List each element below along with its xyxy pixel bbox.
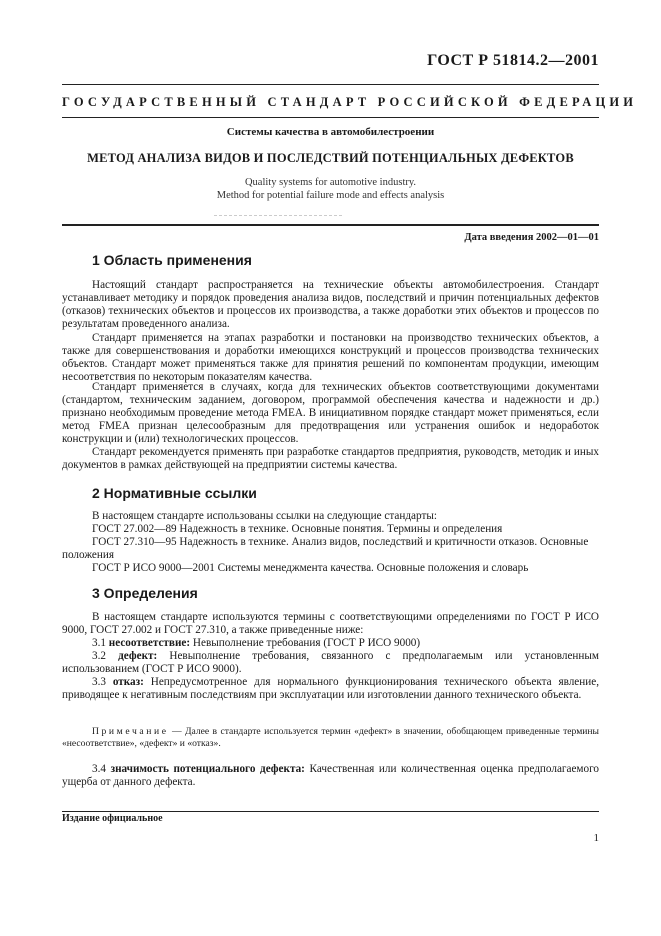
definition-text: Качественная или количественная оценка предполагаемого ущерба от данного дефекта. bbox=[62, 763, 600, 788]
definition-item bbox=[62, 763, 599, 789]
header-rule-2 bbox=[62, 117, 599, 118]
english-title-line-2: Method for potential failure mode and effects analysis bbox=[216, 190, 445, 201]
definition-number: 3.2 bbox=[92, 650, 106, 662]
reference-item: ГОСТ Р ИСО 9000—2001 Системы менеджмента качества. Основные положения и словарь bbox=[92, 562, 529, 574]
faint-divider bbox=[214, 215, 342, 216]
english-title-line-1: Quality systems for automotive industry. bbox=[244, 177, 417, 188]
definition-term: несоответствие: bbox=[108, 637, 191, 649]
state-standard-heading: ГОСУДАРСТВЕННЫЙ СТАНДАРТ РОССИЙСКОЙ ФЕДЕРАЦИИ bbox=[62, 95, 638, 109]
definition-text: Невыполнение требования, связанного с предполагаемым или установленным использованием (ГОСТ Р ИСО 9000). bbox=[62, 650, 600, 675]
section-1-paragraph: Настоящий стандарт распространяется на технические объекты автомобилестроения. Стандарт устанавливает методику и порядок проведения анализа видов, последствий и причин потенциальных дефектов (отказов) технических объектов и процессов их производства, а также доработки этих объектов и процессов по результатам проведенного анализа. bbox=[62, 279, 599, 330]
section-3-heading: 3 Определения bbox=[92, 585, 198, 601]
section-1-paragraph: Стандарт применяется в случаях, когда для технических объектов соответствующими документами (стандартом, техническим заданием, договором, программой обеспечения качества и надежности и др.) признано необходимым проведение метода FMEA. В инициативном порядке стандарт может применяться, если метод FMEA признан целесообразным для предотвращения или устранения ошибок и недоработок конструкции и (или) технологических процессов. bbox=[62, 381, 599, 445]
page-number: 1 bbox=[593, 832, 599, 844]
reference-item: ГОСТ 27.002—89 Надежность в технике. Основные понятия. Термины и определения bbox=[92, 523, 503, 535]
introduction-date: Дата введения 2002—01—01 bbox=[464, 232, 599, 243]
definition-text: Непредусмотренное для нормального функционирования технического объекта явление, приводящее к негативным последствиям при эксплуатации или изготовлении данного технического объекта. bbox=[62, 676, 600, 701]
header-rule bbox=[62, 84, 599, 85]
section-2-heading: 2 Нормативные ссылки bbox=[92, 485, 257, 501]
document-title: МЕТОД АНАЛИЗА ВИДОВ И ПОСЛЕДСТВИЙ ПОТЕНЦИАЛЬНЫХ ДЕФЕКТОВ bbox=[87, 151, 574, 165]
references-intro: В настоящем стандарте использованы ссылки на следующие стандарты: bbox=[92, 510, 437, 522]
reference-item: ГОСТ 27.310—95 Надежность в технике. Анализ видов, последствий и критичности отказов. Основные положения bbox=[62, 536, 589, 561]
title-rule bbox=[62, 224, 599, 226]
definitions-intro: В настоящем стандарте используются термины с соответствующими определениями по ГОСТ Р ИСО 9000, ГОСТ 27.002 и ГОСТ 27.310, а также приведенные ниже: bbox=[62, 611, 599, 636]
section-1-heading: 1 Область применения bbox=[92, 252, 252, 268]
note-label: Примечание bbox=[92, 726, 169, 737]
definition-item bbox=[62, 650, 599, 676]
section-1-paragraph: Стандарт применяется на этапах разработки и постановки на производство технических объектов, а также для совершенствования и доработки имеющихся конструкций и процессов производства технических объектов. Стандарт может применяться также для принятия решений по компонентам продукции, имеющим несоответствия по некоторым показателям качества. bbox=[62, 332, 599, 383]
definition-text: Невыполнение требования (ГОСТ Р ИСО 9000) bbox=[192, 637, 421, 649]
document-subject: Системы качества в автомобилестроении bbox=[226, 126, 435, 138]
footer-rule bbox=[62, 811, 599, 812]
definition-term: дефект: bbox=[118, 650, 158, 662]
english-title bbox=[62, 176, 599, 202]
note-text: — Далее в стандарте используется термин «дефект» в значении, обобщающем приведенные термины «несоответствие», «дефект» и «отказ». bbox=[62, 726, 599, 749]
definition-number: 3.3 bbox=[92, 676, 106, 688]
definition-number: 3.4 bbox=[92, 763, 106, 775]
section-1-paragraph: Стандарт рекомендуется применять при разработке стандартов предприятия, руководств, методик и иных документов в рамках действующей на предприятии системы качества. bbox=[62, 446, 599, 471]
note bbox=[62, 726, 599, 750]
standard-number: ГОСТ Р 51814.2—2001 bbox=[427, 52, 599, 69]
definition-item bbox=[62, 637, 599, 650]
definition-term: отказ: bbox=[112, 676, 144, 688]
definition-item bbox=[62, 676, 599, 702]
definition-term: значимость потенциального дефекта: bbox=[110, 763, 305, 775]
official-edition-label: Издание официальное bbox=[62, 813, 163, 824]
definition-number: 3.1 bbox=[92, 637, 106, 649]
